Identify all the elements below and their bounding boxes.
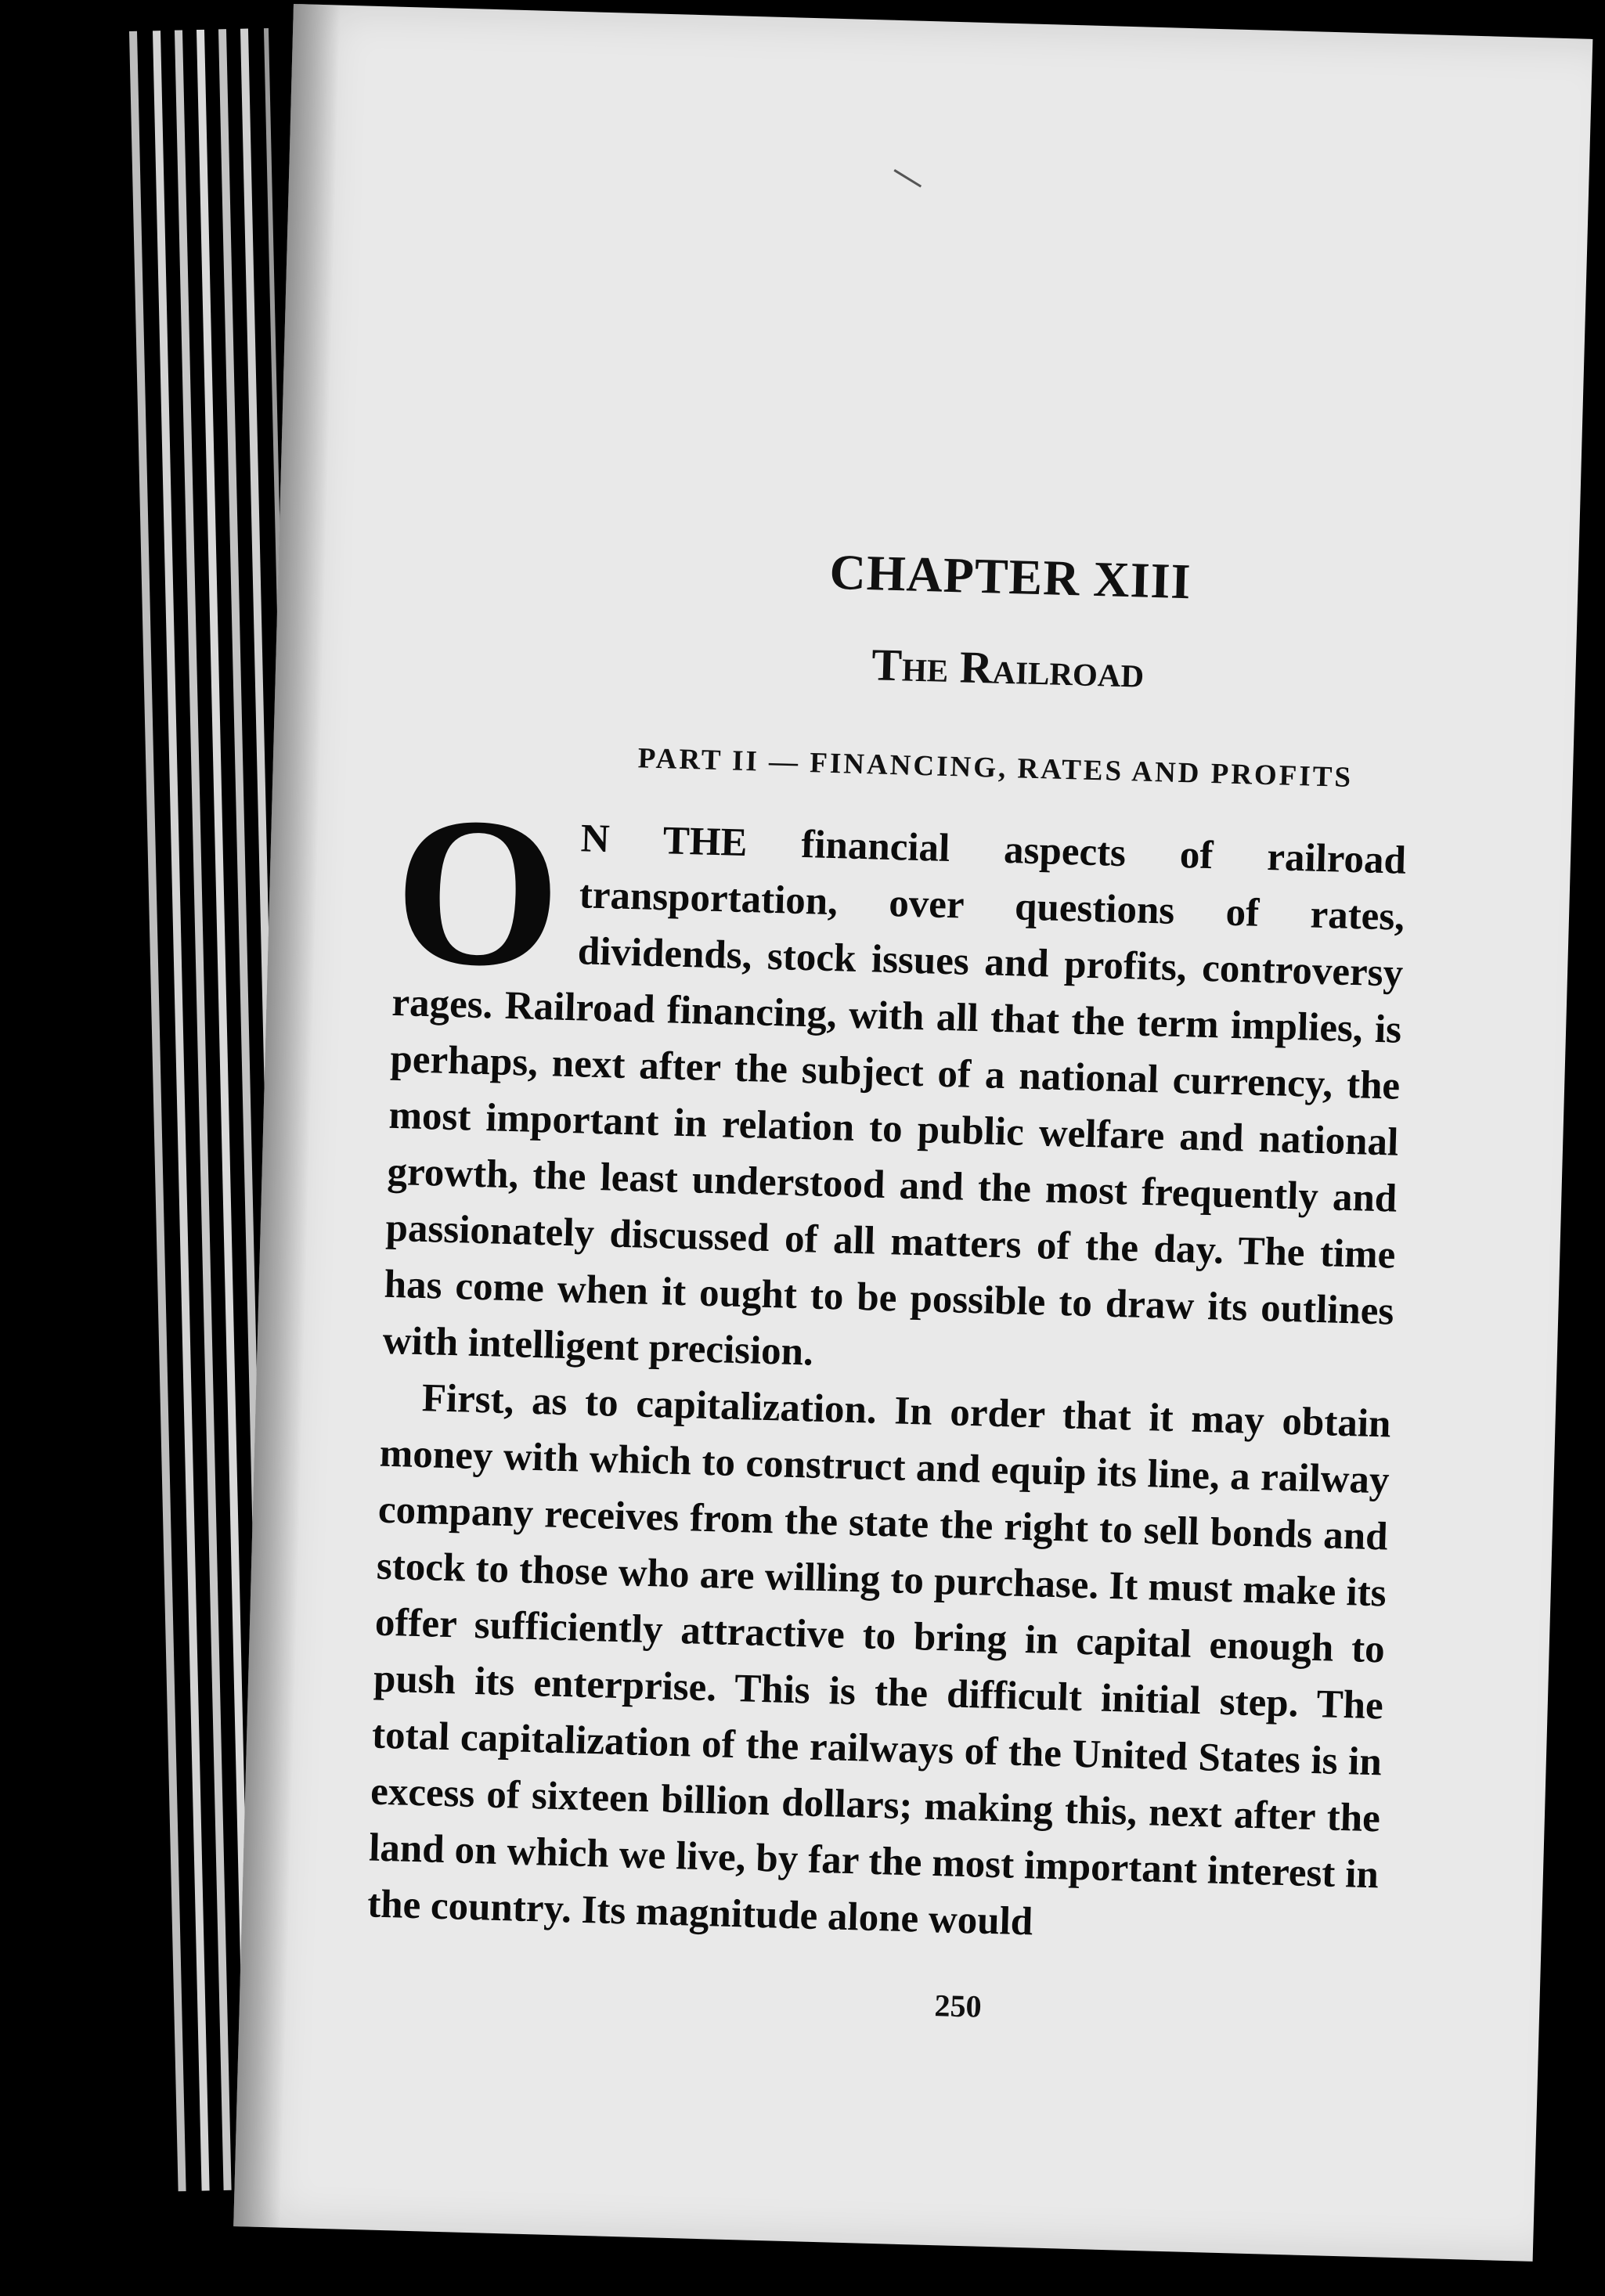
paragraph-text: First, as to capitalization. In order that it may obtain money with which to construct and equip its line, a railway company receives from the state the right to sell bonds and stock to those who are willing to purchase. It must make its offer sufficiently attractive to bring in capital enough to push its enterprise. This is the difficult initial step. The total capitalization of the railways of the United States is in excess of sixteen billion dollars; making this, next after the land on which we live, by far the most important interest in the country. Its magnitude alone would bbox=[366, 1376, 1392, 1945]
chapter-heading: CHAPTER XIII bbox=[828, 543, 1192, 610]
part-heading: PART II — FINANCING, RATES AND PROFITS bbox=[637, 742, 1354, 794]
body-text bbox=[366, 771, 1407, 1959]
drop-cap: O bbox=[391, 771, 564, 1012]
paragraph bbox=[382, 771, 1407, 1397]
dust-speck bbox=[893, 169, 922, 187]
paragraph-text: N THE financial aspects of railroad transportation, over questions of rates, dividends, stock issues and profits, controversy rages. Railroad financing, with all that the term implies, is perhaps, next after the subject of a national currency, the most important in relation to public welfare and national growth, the least understood and the most frequently and passionately discussed of all matters of the day. The time has come when it ought to be possible to draw its outlines with intelligent precision. bbox=[382, 816, 1407, 1375]
page-number: 250 bbox=[934, 1988, 983, 2024]
chapter-title: The Railroad bbox=[871, 639, 1145, 697]
paragraph bbox=[366, 1369, 1391, 1960]
book-page bbox=[233, 4, 1592, 2262]
